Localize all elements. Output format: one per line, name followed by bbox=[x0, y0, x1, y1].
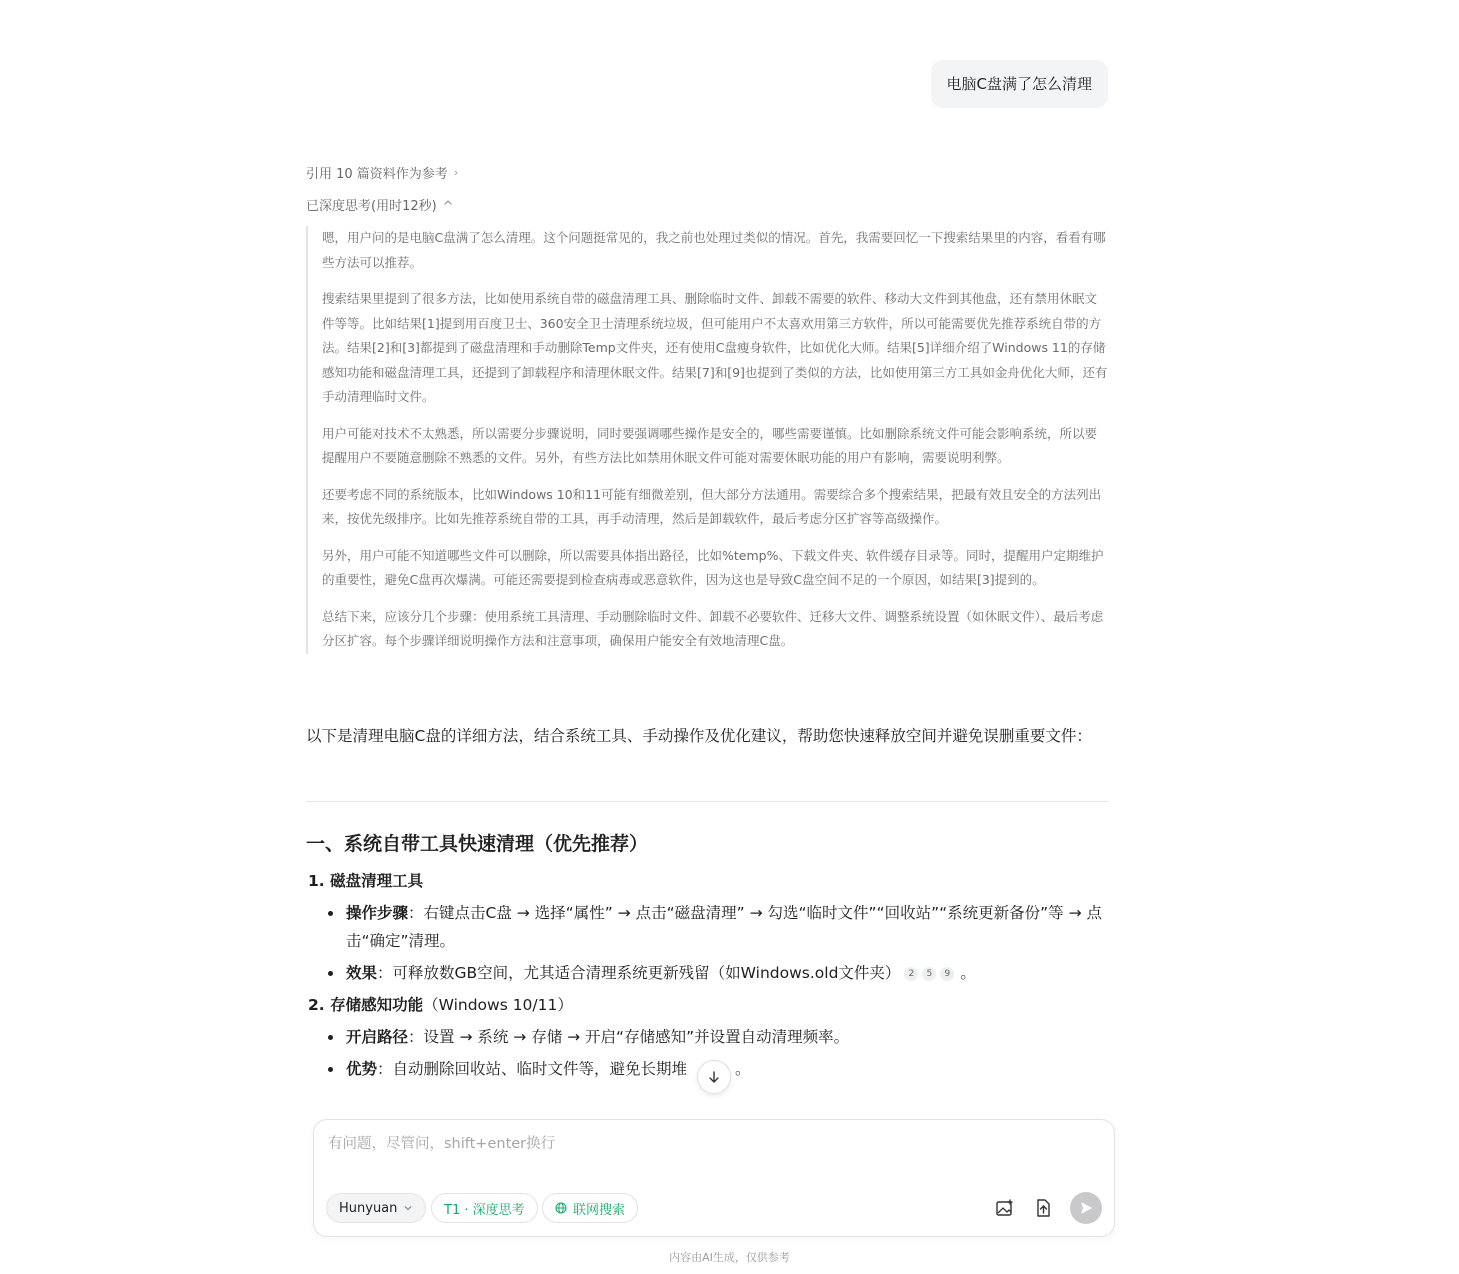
thinking-paragraph: 另外，用户可能不知道哪些文件可以删除，所以需要具体指出路径，比如%temp%、下载文件夹、软件缓存目录等。同时，提醒用户定期维护的重要性，避免C盘再次爆满。可能还需要提到检查病毒或恶意软件，因为这也是导致C盘空间不足的一个原因，如结果[3]提到的。 bbox=[322, 547, 1104, 587]
web-search-label: 联网搜索 bbox=[573, 1202, 626, 1218]
web-search-toggle[interactable] bbox=[542, 1193, 638, 1223]
list-item bbox=[346, 1023, 1106, 1051]
section-heading: 一、系统自带工具快速清理（优先推荐） bbox=[306, 833, 649, 855]
bullet-end: 。 bbox=[735, 1060, 751, 1078]
thinking-paragraph: 搜索结果里提到了很多方法，比如使用系统自带的磁盘清理工具、删除临时文件、卸载不需要的软件、移动大文件到其他盘，还有禁用休眠文件等等。比如结果[1]提到用百度卫士、360安全卫士清理系统垃圾，但可能用户不太喜欢用第三方软件，所以可能需要优先推荐系统自带的方法。结果[2]和[3]都提到了磁盘清理和手动删除Temp文件夹，还有使用C盘瘦身软件，比如优化大师。结果[5]详细介绍了Windows 11的存储感知功能和磁盘清理工具，还提到了卸载程序和清理休眠文件。结果[7]和[9]也提到了类似的方法，比如使用第三方工具如金舟优化大师，还有手动清理临时文件。 bbox=[322, 291, 1108, 404]
message-input[interactable] bbox=[328, 1132, 1098, 1182]
divider bbox=[306, 801, 1108, 802]
bullet-text: ：设置 → 系统 → 存储 → 开启“存储感知”并设置自动清理频率。 bbox=[408, 1028, 850, 1046]
chevron-right-icon: › bbox=[453, 165, 459, 179]
chevron-down-icon bbox=[403, 1203, 413, 1213]
references-label: 引用 10 篇资料作为参考 bbox=[306, 166, 448, 182]
scroll-to-bottom-button[interactable] bbox=[697, 1060, 731, 1094]
thinking-paragraph: 还要考虑不同的系统版本，比如Windows 10和11可能有细微差别，但大部分方法通用。需要综合多个搜索结果，把最有效且安全的方法列出来，按优先级排序。比如先推荐系统自带的工具，再手动清理，然后是卸载软件，最后考虑分区扩容等高级操作。 bbox=[322, 486, 1102, 526]
arrow-down-icon bbox=[707, 1070, 721, 1084]
bullet-text: ：自动删除回收站、临时文件等，避免长期堆 bbox=[377, 1060, 688, 1078]
user-message-bubble bbox=[931, 60, 1108, 108]
item-heading-rest: （Windows 10/11） bbox=[423, 996, 573, 1014]
bullet-end: 。 bbox=[960, 964, 976, 982]
file-upload-button[interactable] bbox=[1030, 1195, 1056, 1221]
item-heading-bold: 2. 存储感知功能 bbox=[308, 996, 424, 1014]
thinking-content bbox=[306, 226, 1108, 654]
bullet-key: 开启路径 bbox=[346, 1028, 409, 1046]
globe-icon bbox=[555, 1202, 567, 1214]
citation-badge[interactable]: 5 bbox=[922, 967, 936, 981]
file-upload-icon bbox=[1033, 1198, 1053, 1218]
thinking-toggle[interactable] bbox=[306, 194, 453, 214]
thinking-label: 已深度思考(用时12秒) bbox=[306, 198, 437, 214]
list-item bbox=[346, 959, 1106, 987]
composer bbox=[313, 1119, 1115, 1237]
deep-think-label: T1 · 深度思考 bbox=[444, 1202, 525, 1218]
bullet-key: 优势 bbox=[346, 1060, 378, 1078]
references-toggle[interactable] bbox=[306, 162, 458, 182]
ai-disclaimer: 内容由AI生成，仅供参考 bbox=[669, 1251, 790, 1264]
bullet-key: 操作步骤 bbox=[346, 904, 409, 922]
bullet-key: 效果 bbox=[346, 964, 378, 982]
model-select[interactable] bbox=[326, 1193, 426, 1223]
thinking-paragraph: 用户可能对技术不太熟悉，所以需要分步骤说明，同时要强调哪些操作是安全的，哪些需要谨慎。比如删除系统文件可能会影响系统，所以要提醒用户不要随意删除不熟悉的文件。另外，有些方法比如禁用休眠文件可能对需要休眠功能的用户有影响，需要说明利弊。 bbox=[322, 425, 1098, 465]
citation-badge[interactable]: 2 bbox=[904, 967, 918, 981]
thinking-paragraph: 总结下来，应该分几个步骤：使用系统工具清理、手动删除临时文件、卸载不必要软件、迁移大文件、调整系统设置（如休眠文件）、最后考虑分区扩容。每个步骤详细说明操作方法和注意事项，确保用户能安全有效地清理C盘。 bbox=[322, 608, 1104, 648]
item-heading: 1. 磁盘清理工具 bbox=[308, 872, 424, 890]
deep-think-toggle[interactable] bbox=[431, 1193, 538, 1223]
send-button[interactable] bbox=[1070, 1192, 1102, 1224]
list-item bbox=[346, 899, 1106, 955]
citation-badge[interactable]: 9 bbox=[940, 967, 954, 981]
model-label: Hunyuan bbox=[339, 1200, 398, 1216]
image-upload-button[interactable] bbox=[992, 1195, 1018, 1221]
bullet-text: ：可释放数GB空间，尤其适合清理系统更新残留（如Windows.old文件夹） bbox=[377, 964, 901, 982]
image-add-icon bbox=[995, 1198, 1015, 1218]
bullet-text: ：右键点击C盘 → 选择“属性” → 点击“磁盘清理” → 勾选“临时文件”“回收站”“系统更新备份”等 → 点击“确定”清理。 bbox=[346, 904, 1103, 950]
answer-intro: 以下是清理电脑C盘的详细方法，结合系统工具、手动操作及优化建议，帮助您快速释放空间并避免误删重要文件： bbox=[306, 727, 1092, 745]
item-heading bbox=[308, 993, 573, 1017]
chevron-up-icon bbox=[443, 198, 453, 211]
thinking-paragraph: 嗯，用户问的是电脑C盘满了怎么清理。这个问题挺常见的，我之前也处理过类似的情况。首先，我需要回忆一下搜索结果里的内容，看看有哪些方法可以推荐。 bbox=[322, 230, 1106, 270]
send-icon bbox=[1078, 1200, 1094, 1216]
user-message-text: 电脑C盘满了怎么清理 bbox=[946, 75, 1092, 93]
